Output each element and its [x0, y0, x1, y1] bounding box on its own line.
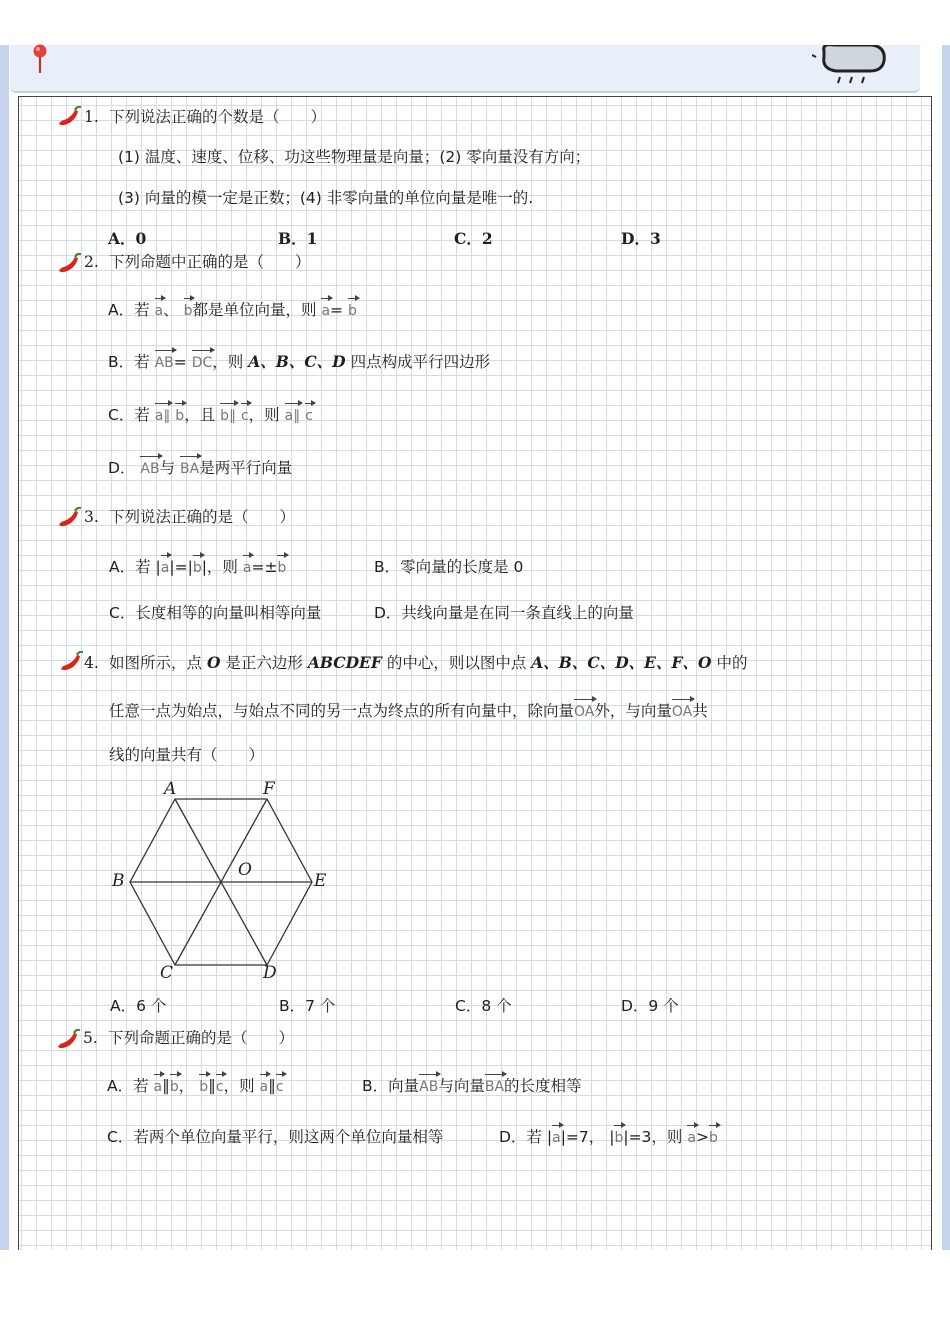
option-text: D．	[108, 459, 136, 477]
vector-a: a	[242, 560, 252, 576]
vector-ba: BA	[484, 1079, 505, 1095]
vector-ab: AB	[154, 355, 174, 371]
point-o: O	[206, 653, 221, 672]
chili-pepper-icon	[56, 1029, 82, 1051]
question-4-option-c: C．8 个	[455, 997, 512, 1015]
vector-ab: AB	[419, 1079, 439, 1095]
option-text: |，则	[201, 558, 238, 576]
option-text: 与向量	[438, 1077, 485, 1095]
abs-bar: |	[546, 1128, 553, 1146]
vector-oa: OA	[671, 704, 693, 720]
vector-b: b	[277, 560, 287, 576]
option-text: A．若	[108, 301, 150, 319]
option-text: |=7，	[560, 1128, 605, 1146]
stem-text: 外，与向量	[594, 702, 672, 720]
question-1-option-a: A．0	[108, 229, 147, 248]
option-text: ，且	[184, 406, 216, 424]
vector-b: b	[192, 560, 202, 576]
vector-a: a	[154, 303, 164, 319]
vector-c: c	[215, 1079, 224, 1095]
question-2-option-c	[108, 405, 313, 426]
question-1-stem: 下列说法正确的个数是（ ）	[109, 108, 327, 126]
left-edge-strip	[0, 45, 9, 1250]
vector-b: b	[199, 1079, 209, 1095]
question-3-option-d: D．共线向量是在同一条直线上的向量	[374, 604, 634, 622]
question-1-number: 1.	[84, 108, 99, 126]
vector-a: a∥	[284, 408, 301, 424]
vector-a: a	[160, 560, 170, 576]
question-3-stem: 下列说法正确的是（ ）	[109, 508, 296, 526]
vector-b: b	[708, 1130, 718, 1146]
top-banner	[10, 45, 920, 93]
vector-b: b	[183, 303, 193, 319]
option-text: B．向量	[362, 1077, 420, 1095]
question-5-option-a	[107, 1076, 284, 1097]
question-2-option-a	[108, 300, 357, 321]
question-2-option-d	[108, 458, 292, 479]
vector-a: a	[259, 1079, 269, 1095]
option-text: 四点构成平行四边形	[350, 353, 491, 371]
vector-b: b∥	[220, 408, 237, 424]
vector-c: c	[275, 1079, 284, 1095]
question-4-option-d: D．9 个	[621, 997, 679, 1015]
question-3-number: 3.	[84, 508, 99, 526]
stem-text: 的中心，则以图中点	[386, 654, 527, 672]
vector-a: a	[153, 1079, 163, 1095]
option-text: |=3，则	[623, 1128, 683, 1146]
vector-a: a∥	[154, 408, 171, 424]
chili-pepper-icon	[57, 106, 83, 128]
vector-b: b	[169, 1079, 179, 1095]
vector-b: b	[175, 408, 185, 424]
option-text: 与	[159, 459, 176, 477]
question-3-option-a	[109, 557, 286, 578]
parallel-sign: ∥	[268, 1077, 276, 1095]
question-4-line-3: 线的向量共有（ ）	[109, 746, 265, 764]
equals-sign: =	[173, 353, 187, 371]
vector-dc: DC	[191, 355, 213, 371]
option-text: C．若	[108, 406, 150, 424]
greater-than-sign: >	[695, 1128, 709, 1146]
point-names: A、B、C、D	[248, 352, 346, 371]
vector-oa: OA	[574, 704, 595, 720]
question-4-line-1	[109, 653, 747, 673]
abs-bar: |	[609, 1128, 615, 1146]
question-1-statement-line-2: (3) 向量的模一定是正数；(4) 非零向量的单位向量是唯一的.	[118, 189, 534, 207]
vector-ba: BA	[180, 461, 200, 477]
parallel-sign: ∥	[162, 1077, 170, 1095]
stem-text: 如图所示，点	[109, 654, 203, 672]
question-1-statement-line-1: (1) 温度、速度、位移、功这些物理量是向量；(2) 零向量没有方向；	[118, 148, 591, 166]
question-2-stem: 下列命题中正确的是（ ）	[109, 253, 311, 271]
chili-pepper-icon	[59, 651, 85, 673]
question-5-option-d	[499, 1127, 718, 1148]
option-text: 都是单位向量，则	[192, 301, 317, 319]
page-bottom	[18, 1250, 950, 1341]
abs-bar: |	[155, 558, 161, 576]
question-4-option-b: B．7 个	[279, 997, 336, 1015]
vector-b: b	[614, 1130, 624, 1146]
option-text: A．若	[107, 1077, 149, 1095]
chili-pepper-icon	[57, 253, 83, 275]
vector-a: a	[552, 1130, 561, 1146]
question-2-number: 2.	[84, 253, 99, 271]
option-text: D．若	[499, 1128, 542, 1146]
question-4-option-a: A．6 个	[110, 997, 167, 1015]
option-text: ，	[178, 1077, 195, 1095]
right-edge-strip	[942, 45, 950, 1250]
question-4-line-2	[109, 701, 708, 722]
pushpin-icon	[28, 44, 52, 74]
rain-cloud-icon	[812, 45, 892, 87]
option-text: 的长度相等	[504, 1077, 582, 1095]
question-1-option-c: C．2	[454, 229, 493, 248]
center-label-o: O	[238, 860, 252, 880]
vector-b: b	[347, 303, 357, 319]
equals-sign: =	[330, 301, 344, 319]
vector-a: a	[687, 1130, 696, 1146]
option-text: ，则	[223, 1077, 255, 1095]
regular-hexagon-diagram	[100, 772, 340, 987]
question-3-option-c: C．长度相等的向量叫相等向量	[109, 604, 322, 622]
question-1-option-b: B．1	[278, 229, 318, 248]
vertex-label-e: E	[314, 871, 327, 891]
vertex-label-d: D	[263, 963, 277, 983]
question-4-number: 4.	[84, 654, 99, 672]
vector-c: c	[240, 408, 249, 424]
option-text: ，则	[248, 406, 280, 424]
question-5-stem: 下列命题正确的是（ ）	[108, 1029, 295, 1047]
vertex-label-c: C	[160, 963, 174, 983]
vertex-label-b: B	[112, 871, 125, 891]
stem-text: 任意一点为始点，与始点不同的另一点为终点的所有向量中，除向量	[109, 702, 575, 720]
vector-c: c	[305, 408, 313, 424]
chili-pepper-icon	[57, 507, 83, 529]
hexagon-name: ABCDEF	[307, 653, 382, 672]
stem-text: 是正六边形	[225, 654, 303, 672]
question-3-option-b: B．零向量的长度是 0	[374, 558, 524, 576]
question-2-option-b	[108, 352, 490, 373]
question-5-option-c: C．若两个单位向量平行，则这两个单位向量相等	[107, 1128, 444, 1146]
stem-text: 中的	[716, 654, 748, 672]
question-5-option-b	[362, 1076, 582, 1097]
abs-bar: |=|	[169, 558, 193, 576]
stem-text: 共	[692, 702, 708, 720]
option-text: 、	[163, 301, 179, 319]
vertex-label-f: F	[263, 779, 275, 799]
plus-minus: =±	[251, 558, 278, 576]
option-text: B．若	[108, 353, 150, 371]
vector-ab: AB	[140, 461, 160, 477]
parallel-sign: ∥	[208, 1077, 216, 1095]
question-5-number: 5.	[83, 1029, 98, 1047]
option-text: ，则	[212, 353, 244, 371]
question-1-option-d: D．3	[621, 229, 661, 248]
vector-a: a	[321, 303, 331, 319]
vertex-label-a: A	[164, 779, 177, 799]
option-text: A．若	[109, 558, 151, 576]
point-names: A、B、C、D、E、F、O	[531, 653, 712, 672]
option-text: 是两平行向量	[199, 459, 293, 477]
